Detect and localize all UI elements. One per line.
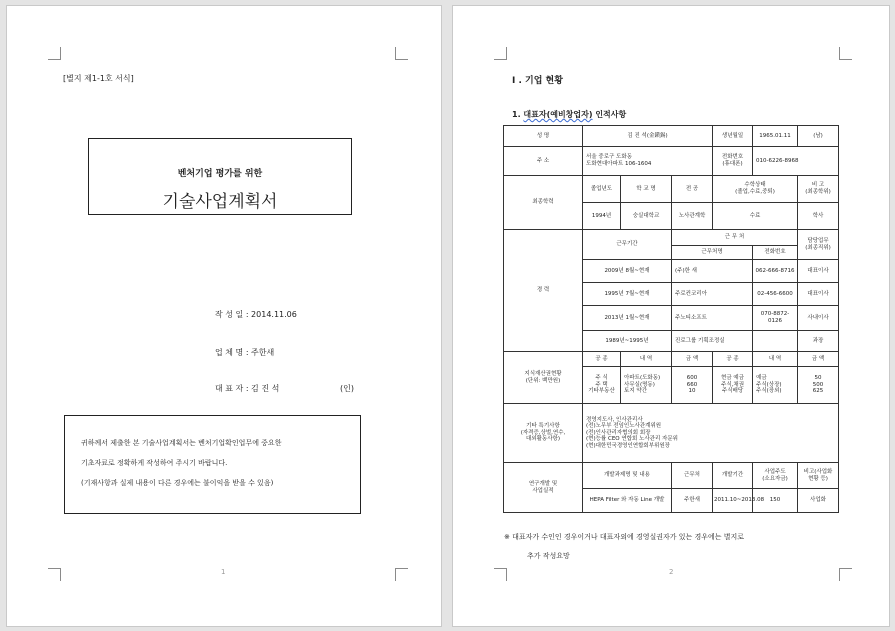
subsection-heading (512, 109, 626, 120)
cell-value (713, 367, 753, 404)
document-title: 기술사업계획서 (162, 192, 278, 212)
cell-header (798, 463, 839, 489)
ip-amount: 10 (688, 388, 696, 395)
cell-value: 1965.01.11 (753, 126, 798, 147)
cell-value (672, 367, 713, 404)
cell-value: 사내이사 (798, 306, 839, 331)
cell-value: 1995년 7월~현재 (583, 283, 672, 306)
phone-sublabel: (휴대폰) (722, 161, 743, 167)
page-number: 1 (221, 568, 226, 576)
cell-value: 수료 (713, 203, 798, 230)
header-text: 담당업무 (807, 237, 829, 244)
header-text: 비 고 (811, 182, 825, 189)
label-text: 지식재산권현황 (524, 370, 562, 377)
table-row (504, 230, 839, 246)
table-row (504, 126, 839, 147)
cell-header: 근무처 (672, 463, 713, 489)
cell-value: 2013년 1월~현재 (583, 306, 672, 331)
other-line: 경영지도사, 인사관리사 (586, 416, 643, 423)
notice-line: 기초자료로 정확하게 작성하여 주시기 바랍니다. (81, 459, 228, 467)
ip-item: 토지 약간 (624, 388, 648, 395)
cell-value: 150 (753, 489, 798, 513)
cell-label (504, 463, 583, 513)
cell-header: 공 종 (583, 352, 621, 367)
address-line: 서울 중로구 도화동 (586, 154, 633, 161)
cell-value: 2009년 8월~현재 (583, 260, 672, 283)
ip-type: 주 택 (595, 381, 608, 388)
ip-type: 기타부동산 (588, 388, 615, 395)
label-subtext: (단위: 백만원) (525, 377, 561, 384)
crop-mark (48, 568, 61, 581)
cell-header (753, 463, 798, 489)
cell-value: (남) (798, 126, 839, 147)
cell-header: 개발기간 (713, 463, 753, 489)
ip-type: 주 식 (595, 375, 608, 382)
cell-value: 2011.10~2013.08 (713, 489, 753, 513)
cell-header (798, 230, 839, 260)
ip-type: 주식,채권 (721, 381, 745, 388)
ip-type: 주식배당 (721, 388, 744, 395)
cell-header: 졸업년도 (583, 176, 621, 203)
cell-value (583, 404, 839, 463)
representative-info-table (503, 125, 839, 513)
crop-mark (395, 568, 408, 581)
cell-label: 최종학력 (504, 176, 583, 230)
ip-amount: 600 (686, 375, 698, 382)
table-row (504, 176, 839, 203)
table-row (504, 147, 839, 176)
cell-header: 전 공 (672, 176, 713, 203)
cell-header: 학 교 명 (621, 176, 672, 203)
header-text: 수학상태 (744, 182, 766, 189)
cell-value: 학사 (798, 203, 839, 230)
cell-header: 금 액 (798, 352, 839, 367)
notice-box (64, 415, 361, 514)
cell-header: 근무처명 (672, 246, 753, 260)
ip-amount: 50 (814, 375, 822, 382)
table-row (504, 404, 839, 463)
ip-item: 주식(장외) (756, 388, 782, 395)
cell-value (583, 367, 621, 404)
crop-mark (494, 47, 507, 60)
ip-amount: 660 (686, 381, 698, 388)
cell-value: 1989년~1995년 (583, 331, 672, 352)
representative-line: 대 표 자 : 김 진 석 (215, 384, 280, 393)
cell-header: 근무기간 (583, 230, 672, 260)
table-row (504, 352, 839, 367)
cell-value: 1994년 (583, 203, 621, 230)
cell-label: 경 력 (504, 230, 583, 352)
cell-value: 숭실대학교 (621, 203, 672, 230)
notice-line: (기재사항과 실제 내용이 다른 경우에는 불이익을 받을 수 있음) (81, 479, 274, 487)
ip-type: 현금 예금 (721, 375, 745, 382)
cell-header: 개발과제명 및 내용 (583, 463, 672, 489)
cell-value: 010-6226-8968 (753, 147, 839, 176)
cell-label (504, 352, 583, 404)
section-heading: I . 기업 현황 (512, 76, 563, 86)
other-line: (현)능률 CEO 연합회 노사관리 자문위 (586, 436, 678, 443)
cell-value: 062-666-8716 (753, 260, 798, 283)
crop-mark (839, 568, 852, 581)
cell-value: 진로그룹 기획조정실 (672, 331, 753, 352)
date-line: 작 성 일 : 2014.11.06 (215, 310, 297, 319)
other-line: (전)노무부 전임인노사관계위원 (586, 423, 662, 430)
cell-value: 과장 (798, 331, 839, 352)
notice-line: 귀하께서 제출한 본 기술사업계획서는 벤처기업확인업무에 중요한 (81, 439, 282, 447)
cell-header: 내 역 (621, 352, 672, 367)
cell-value: 김 진 석(金鎭錫) (583, 126, 713, 147)
ip-item: 사무실(명동) (624, 381, 655, 388)
spellcheck-underlined-text: 대표자(예비창업자) (523, 110, 593, 119)
cell-value: 사업화 (798, 489, 839, 513)
company-line: 업 체 명 : 주한새 (215, 348, 275, 357)
cell-value: 070-8872-0126 (753, 306, 798, 331)
label-text: 사업실적 (532, 487, 554, 494)
table-row (504, 463, 839, 489)
crop-mark (494, 568, 507, 581)
ip-amount: 625 (812, 388, 824, 395)
header-text: 비고(사업화 (803, 468, 833, 475)
cell-header: 근 무 처 (672, 230, 798, 246)
label-subtext: (자격증,상벌,연수, (520, 429, 566, 436)
cell-value (583, 147, 713, 176)
cell-value: (주)한 새 (672, 260, 753, 283)
form-number: [별지 제1-1호 서식] (63, 74, 134, 83)
other-line: (전)인사관리자협의회 회장 (586, 429, 651, 436)
other-line: (현)대한민국경영인연합회부위원장 (586, 442, 670, 449)
cell-label: 성 명 (504, 126, 583, 147)
header-subtext: (졸업,수료,중퇴) (735, 189, 775, 195)
page-number: 2 (669, 568, 674, 576)
footnote: ※ 대표자가 수인인 경우이거나 대표자외에 경영실권자가 있는 경우에는 별지로 (504, 533, 745, 541)
header-subtext: (최종직위) (805, 244, 831, 251)
subheading-prefix: 1. (512, 110, 524, 119)
cell-label: 주 소 (504, 147, 583, 176)
cell-header (713, 176, 798, 203)
cell-header (798, 176, 839, 203)
company-status-page (452, 5, 890, 627)
title-subtitle: 벤처기업 평가를 위한 (177, 169, 263, 179)
cell-value (621, 367, 672, 404)
header-subtext: (최종학위) (805, 189, 831, 195)
cell-header: 내 역 (753, 352, 798, 367)
ip-item: 주식(상장) (756, 381, 782, 388)
cell-value: 주노티소프트 (672, 306, 753, 331)
cell-label (713, 147, 753, 176)
label-subtext: 대외활동사항) (525, 436, 561, 443)
crop-mark (395, 47, 408, 60)
ip-item: 예금 (756, 375, 767, 382)
cell-header: 전화번호 (753, 246, 798, 260)
ip-amount: 500 (812, 381, 824, 388)
header-subtext: 현황 등) (808, 475, 828, 482)
header-subtext: (소요자금) (762, 475, 788, 482)
seal-mark: (인) (340, 384, 354, 393)
cell-value (753, 367, 798, 404)
crop-mark (48, 47, 61, 60)
cell-label (504, 404, 583, 463)
cell-value: 주로컨코리아 (672, 283, 753, 306)
footnote-continuation: 추가 작성요망 (527, 552, 570, 560)
title-box (88, 138, 352, 215)
cell-value: 대표이사 (798, 260, 839, 283)
cell-value: HEPA Filter 와 자동 Line 개발 (583, 489, 672, 513)
cell-label: 생년월일 (713, 126, 753, 147)
phone-label: 전화번호 (721, 154, 744, 161)
cell-value: 주한새 (672, 489, 713, 513)
cell-value: 노사관계학 (672, 203, 713, 230)
cell-header: 공 종 (713, 352, 753, 367)
cell-value: 02-456-6600 (753, 283, 798, 306)
header-text: 사업주도 (764, 468, 786, 475)
subheading-rest: 인적사항 (592, 110, 627, 119)
crop-mark (839, 47, 852, 60)
cell-header: 금 액 (672, 352, 713, 367)
cell-value (753, 331, 798, 352)
cover-page (6, 5, 442, 627)
cell-value: 대표이사 (798, 283, 839, 306)
ip-item: 아파트(도화동) (624, 375, 661, 382)
cell-value (798, 367, 839, 404)
label-text: 연구개발 및 (528, 480, 558, 487)
address-line: 도화현대아파트 106-1604 (586, 161, 652, 167)
label-text: 기타 특기사항 (526, 423, 560, 430)
